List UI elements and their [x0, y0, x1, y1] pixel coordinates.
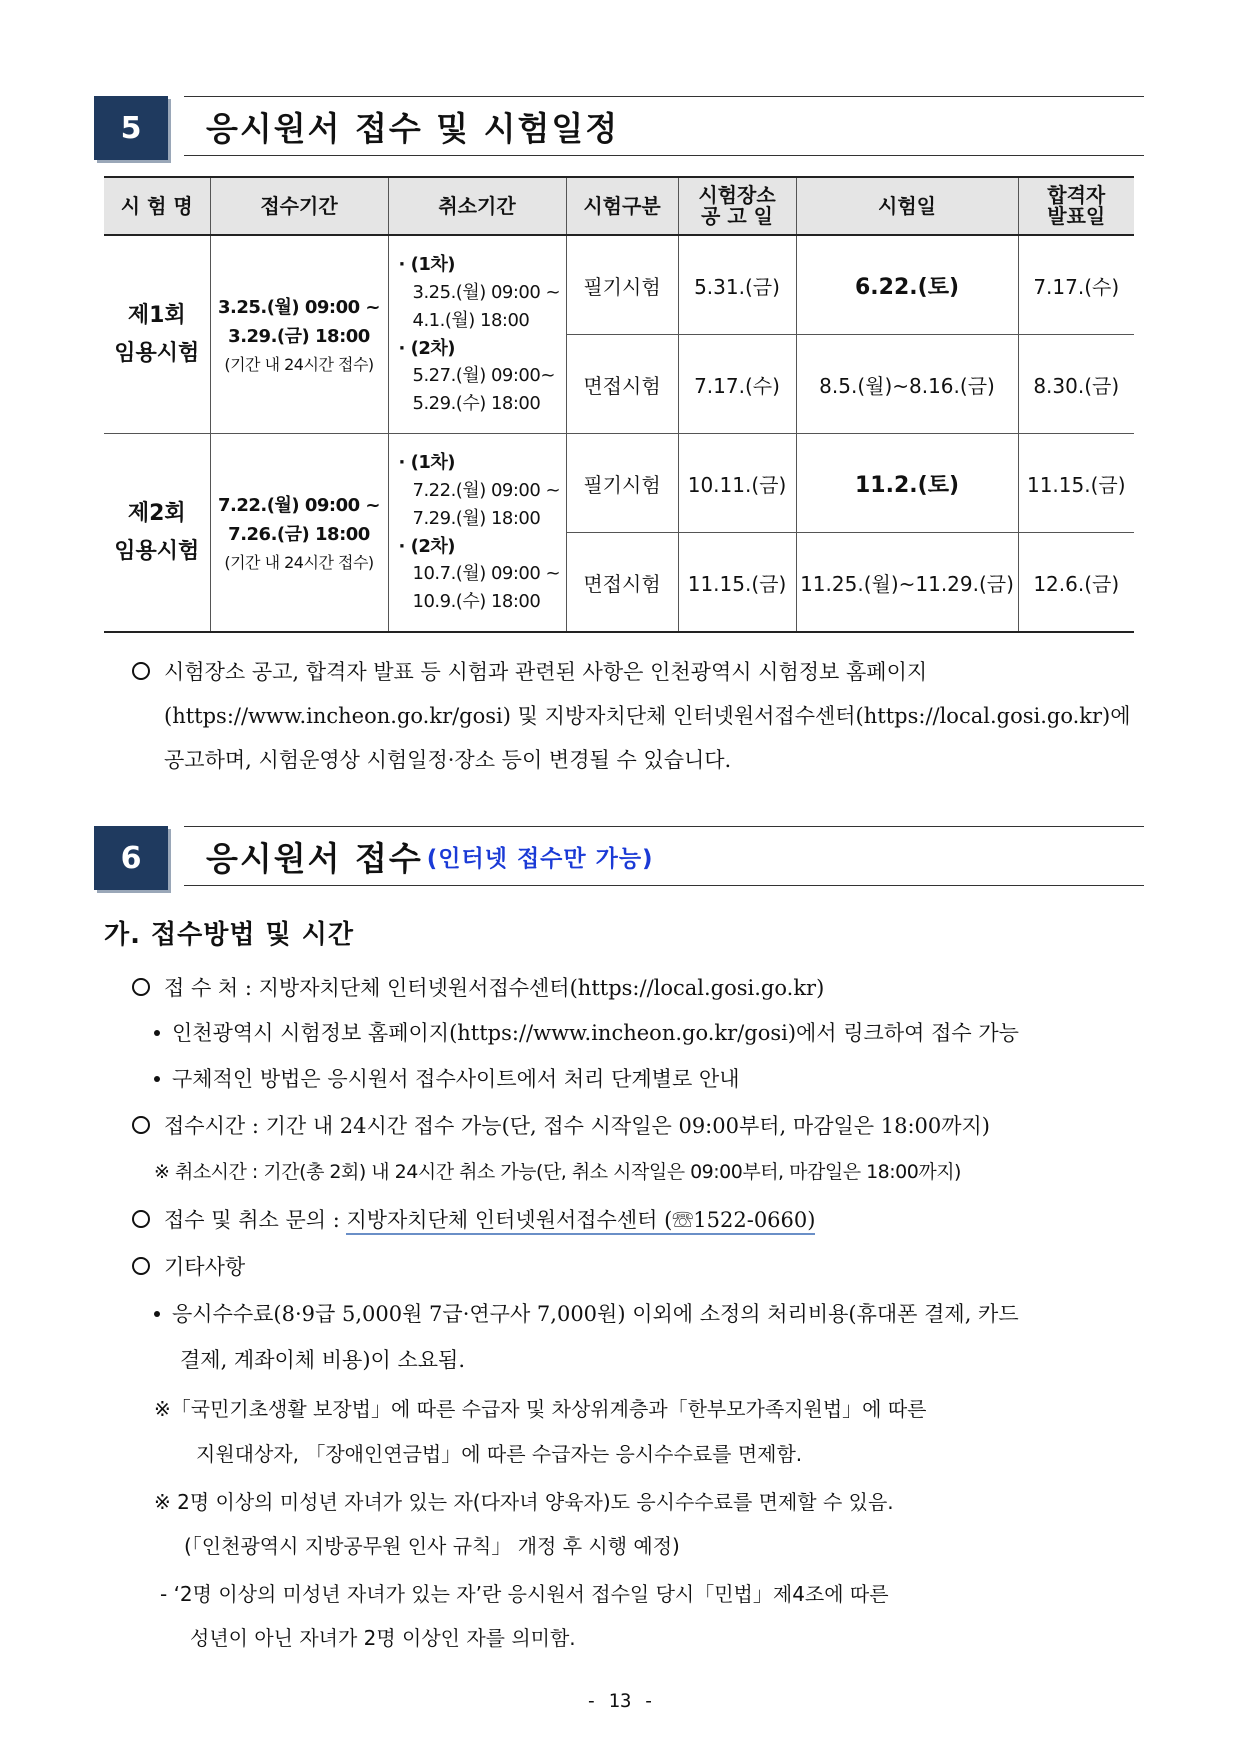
- list-item: 기타사항: [132, 1251, 245, 1281]
- notice-date-cell: 7.17.(수): [678, 335, 796, 434]
- list-item: 인천광역시 시험정보 홈페이지(https://www.incheon.go.kr/gosi)에서 링크하여 접수 가능: [154, 1017, 1019, 1047]
- dot-bullet-icon: [154, 1030, 160, 1036]
- notice-line: 시험장소 공고, 합격자 발표 등 시험과 관련된 사항은 인천광역시 시험정보 홈페이지: [132, 656, 927, 686]
- table-row: [104, 434, 1134, 533]
- list-item: 접수 및 취소 문의 : 지방자치단체 인터넷원서접수센터 (☏1522-0660): [132, 1204, 815, 1234]
- list-item-continuation: 결제, 계좌이체 비용)이 소요됨.: [180, 1348, 466, 1372]
- circle-bullet-icon: [132, 1257, 150, 1275]
- circle-bullet-icon: [132, 1210, 150, 1228]
- list-item: 구체적인 방법은 응시원서 접수사이트에서 처리 단계별로 안내: [154, 1063, 740, 1093]
- exam-round-cell: 제2회 임용시험: [104, 434, 210, 633]
- exam-type-cell: 필기시험: [566, 434, 678, 533]
- circle-bullet-icon: [132, 978, 150, 996]
- dot-bullet-icon: [154, 1311, 160, 1317]
- list-item: 응시수수료(8·9급 5,000원 7급·연구사 7,000원) 이외에 소정의 처리비용(휴대폰 결제, 카드: [154, 1298, 1019, 1328]
- section-number: 6: [94, 826, 168, 890]
- result-date-cell: 11.15.(금): [1018, 434, 1134, 533]
- section-6-header: [94, 826, 1144, 890]
- table-header-row: [104, 177, 1134, 235]
- circle-bullet-icon: [132, 1116, 150, 1134]
- section-5-header: [94, 96, 1144, 160]
- exam-date-cell: 11.2.(토): [796, 434, 1018, 533]
- list-item: 접수시간 : 기간 내 24시간 접수 가능(단, 접수 시작일은 09:00부터, 마감일은 18:00까지): [132, 1110, 990, 1140]
- section-title-box: [184, 826, 1144, 886]
- list-item: 접 수 처 : 지방자치단체 인터넷원서접수센터(https://local.gosi.go.kr): [132, 972, 824, 1002]
- section-title-box: [184, 96, 1144, 156]
- result-date-cell: 12.6.(금): [1018, 533, 1134, 633]
- exam-type-cell: 면접시험: [566, 335, 678, 434]
- note-line: 지원대상자, 「장애인연금법」에 따른 수급자는 응시수수료를 면제함.: [196, 1442, 803, 1466]
- notice-date-cell: 11.15.(금): [678, 533, 796, 633]
- note-line: ※「국민기초생활 보장법」에 따른 수급자 및 차상위계층과「한부모가족지원법」에 따른: [154, 1397, 927, 1421]
- section-title: 응시원서 접수: [206, 838, 423, 878]
- page-number: - 13 -: [585, 1690, 655, 1712]
- note-line: - ‘2명 이상의 미성년 자녀가 있는 자’란 응시원서 접수일 당시「민법」제4조에 따른: [160, 1582, 889, 1606]
- exam-date-cell: 6.22.(토): [796, 235, 1018, 335]
- application-period-cell: 3.25.(월) 09:00 ~ 3.29.(금) 18:00 (기간 내 24시간 접수): [210, 235, 388, 434]
- header-cancel-period: 취소기간: [388, 177, 566, 235]
- header-venue-notice: 시험장소 공 고 일: [678, 177, 796, 235]
- section-title: 응시원서 접수 및 시험일정: [206, 108, 620, 148]
- note-line: (「인천광역시 지방공무원 인사 규칙」 개정 후 시행 예정): [184, 1534, 680, 1558]
- section-subtitle: (인터넷 접수만 가능): [426, 845, 654, 872]
- header-exam-date: 시험일: [796, 177, 1018, 235]
- cancel-period-cell: · (1차) 3.25.(월) 09:00 ~ 4.1.(월) 18:00 · (2차) 5.27.(월) 09:00~ 5.29.(수) 18:00: [388, 235, 566, 434]
- notice-line: (https://www.incheon.go.kr/gosi) 및 지방자치단체 인터넷원서접수센터(https://local.gosi.go.kr)에: [164, 704, 1131, 728]
- header-application-period: 접수기간: [210, 177, 388, 235]
- application-period-cell: 7.22.(월) 09:00 ~ 7.26.(금) 18:00 (기간 내 24시간 접수): [210, 434, 388, 633]
- section-number: 5: [94, 96, 168, 160]
- note-line: 성년이 아닌 자녀가 2명 이상인 자를 의미함.: [190, 1626, 576, 1650]
- dot-bullet-icon: [154, 1076, 160, 1082]
- notice-date-cell: 5.31.(금): [678, 235, 796, 335]
- result-date-cell: 8.30.(금): [1018, 335, 1134, 434]
- note-line: ※ 2명 이상의 미성년 자녀가 있는 자(다자녀 양육자)도 응시수수료를 면제할 수 있음.: [154, 1490, 894, 1514]
- header-exam-name: 시 험 명: [104, 177, 210, 235]
- exam-date-cell: 8.5.(월)~8.16.(금): [796, 335, 1018, 434]
- exam-date-cell: 11.25.(월)~11.29.(금): [796, 533, 1018, 633]
- notice-line: 공고하며, 시험운영상 시험일정·장소 등이 변경될 수 있습니다.: [164, 748, 732, 772]
- table-row: [104, 235, 1134, 335]
- exam-type-cell: 면접시험: [566, 533, 678, 633]
- result-date-cell: 7.17.(수): [1018, 235, 1134, 335]
- exam-schedule-table: [104, 176, 1134, 633]
- header-result-date: 합격자 발표일: [1018, 177, 1134, 235]
- cancel-period-cell: · (1차) 7.22.(월) 09:00 ~ 7.29.(월) 18:00 · (2차) 10.7.(월) 09:00 ~ 10.9.(수) 18:00: [388, 434, 566, 633]
- subsection-heading: 가. 접수방법 및 시간: [104, 920, 354, 950]
- note-line: ※ 취소시간 : 기간(총 2회) 내 24시간 취소 가능(단, 취소 시작일은 09:00부터, 마감일은 18:00까지): [154, 1161, 961, 1183]
- inquiry-link[interactable]: 지방자치단체 인터넷원서접수센터 (☏1522-0660): [346, 1208, 815, 1235]
- header-exam-type: 시험구분: [566, 177, 678, 235]
- exam-round-cell: 제1회 임용시험: [104, 235, 210, 434]
- circle-bullet-icon: [132, 662, 150, 680]
- notice-date-cell: 10.11.(금): [678, 434, 796, 533]
- exam-type-cell: 필기시험: [566, 235, 678, 335]
